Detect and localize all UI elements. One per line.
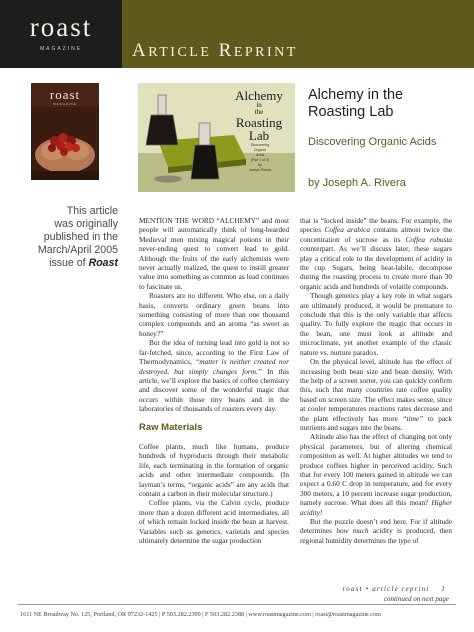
species-name: Coffea robusta (405, 234, 453, 244)
paragraph (139, 338, 289, 413)
hero-word: the (254, 108, 264, 116)
paragraph: Coffee plants, via the Calvin cycle, produce more than a dozen different acid intermediates, all of which remain locked inside the bean at harvest. Variables such as genetics, varietals and species ultimately determine the sugar production (139, 498, 289, 545)
paragraph-text: and most people will automatically think of long-bearded Medieval men mixing magical potions in their never-ending quest to convert lead to gold. Although the fruits of the early alchemists were never actually realized, the quest to instill greater value into something as common as lead continues to fascinate us. (139, 216, 289, 291)
hero-caption-line: Discovering (250, 143, 270, 147)
continued-note: continued on next page (383, 595, 449, 603)
quotation: “matter is neither created nor destroyed, but simply changes form.” (139, 357, 289, 376)
body-column-right (300, 216, 452, 545)
paragraph-text: On the physical level, altitude has the effect of increasing both bean size and bean density. With the help of a screen sorter, you can quickly confirm this, such that many countries rate coffee quality based on screen size. The effect makes sense, since at cooler temperatures reactions rates decrease and the plant effectively has more (300, 357, 452, 423)
footer-divider (18, 604, 456, 605)
paragraph (300, 517, 452, 545)
hero-caption-line: (Part 1 of 2) (250, 158, 270, 162)
note-line: March/April 2005 (37, 244, 118, 256)
paragraph-text: But the idea of turning lead into gold is not so far-fetched, since, according to the First Law of Thermodynamics, (139, 338, 289, 367)
hero-caption-line: Joseph Rivera (248, 168, 272, 172)
paragraph: Coffee plants, much like humans, produce hundreds of byproducts through their metabolic life, each terminating in the formation of organic acids and other intermediate compounds. (In layman’s terms, “organic acids” are any acids that contain a carbon in their molecular structure.) (139, 441, 289, 498)
cover-logo-subtitle: MAGAZINE (53, 102, 77, 106)
paragraph-text: that is “locked inside” the beans. For example, the species (300, 216, 452, 235)
note-magazine-name: Roast (88, 257, 118, 269)
paragraph (300, 357, 452, 432)
hero-word: Roasting (235, 115, 283, 130)
heading-word-article: RTICLE (148, 45, 212, 60)
paragraph-text: But the puzzle doesn’t end here. For if altitude determines (300, 517, 452, 536)
article-subtitle: Discovering Organic Acids (308, 136, 437, 148)
heading-initial-r: R (218, 40, 234, 61)
footer-tagline: roast • article reprint (342, 585, 430, 593)
paragraph-text: Altitude also has the effect of changing not only physical parameters, but of altering chemical composition as well. At higher altitudes we tend to produce coffees higher in perceived acidity. Such that for every 100 meters gained in altitude we can expect a 0.60 C drop in temperature, and for every 300 meters, a 10 percent increase sugar production, namely sucrose. What does all this mean? (300, 432, 452, 508)
note-line: issue of (49, 257, 86, 269)
note-line: published in the (43, 231, 118, 243)
article-title-line: Alchemy in the (308, 87, 404, 103)
paragraph-text: acidity is produced, then regional humidity determines the (300, 526, 452, 545)
magazine-cover-image (31, 83, 99, 180)
emphasis: how much (336, 526, 369, 536)
heading-initial-a: A (132, 40, 149, 61)
note-line: was originally (54, 218, 118, 230)
paragraph: Though genetics play a key role in what sugars are ultimately produced, it would be premature to conclude that this is the only variable that affects quality. To fully explore the magic that occurs in the bean, one must look at altitude and microclimate, yet another example of the classic nature vs. nurture paradox. (300, 291, 452, 357)
paragraph (300, 432, 452, 517)
hero-caption-line: by (258, 163, 262, 167)
paragraph: Roasters are no different. Who else, on a daily basis, converts ordinary green beans into something consisting of more than one thousand complex compounds and an aroma “as sweet as honey?” (139, 291, 289, 338)
body-column-left (139, 216, 289, 545)
hero-word: Lab (248, 128, 270, 143)
heading-word-reprint: EPRINT (233, 45, 298, 60)
emphasis: Higher acidity! (300, 498, 452, 517)
species-name: Coffea arabica (324, 225, 370, 235)
paragraph-text: to pack nutrients and sugars into the beans. (300, 413, 452, 432)
coffee-cherries-hands-illustration (31, 107, 99, 180)
paragraph-text: contains almost twice the concentration of sucrose as its (300, 225, 452, 244)
alchemy-lab-illustration (138, 83, 295, 192)
paragraph-text: counterpart. As we’ll discuss later, these sugars play a critical role to the development of acidity in the cup. Sugars, being heat-labile, decompose during the roasting process to create more than 30 organic acids and hundreds of volatile compounds. (300, 244, 452, 291)
hero-small-caption (238, 143, 282, 173)
article-title-line: Roasting Lab (308, 104, 394, 120)
original-publication-note (18, 205, 118, 270)
article-byline: by Joseph A. Rivera (308, 177, 406, 189)
contact-address-line: 1611 NE Broadway No. 125, Portland, OR 97232-1425 | P 503.282.2399 | F 503.282.2388 | www.roastmagazine.com | roast@roastmagazine.com (20, 611, 381, 618)
emphasis: type (398, 535, 411, 545)
page-number: 1 (441, 585, 446, 593)
paragraph-text: In this article, we’ll explore the basics of coffee chemistry and discover some of the wonderful magic that occurs within those tiny beans and in the laboratories of thousands of roasters every day. (139, 366, 289, 414)
note-line: This article (66, 205, 118, 217)
article-title (308, 87, 468, 121)
roast-logo: roast (29, 12, 93, 42)
lead-in: MENTION THE WORD “ALCHEMY” (139, 216, 260, 225)
emphasis: “time” (402, 413, 424, 423)
hero-caption-line: Acids (255, 153, 265, 157)
paragraph-text: of (410, 535, 419, 545)
article-reprint-heading (132, 40, 298, 62)
hero-word: Alchemy (235, 88, 283, 103)
section-heading: Raw Materials (139, 421, 203, 433)
hero-word: in (256, 101, 262, 109)
masthead-logo-block (0, 0, 122, 68)
paragraph (139, 216, 289, 291)
roast-logo-subtitle: MAGAZINE (39, 46, 83, 52)
hero-caption-line: Organic (253, 148, 267, 152)
running-footer (343, 585, 446, 593)
cover-logo: roast (49, 87, 81, 102)
hero-title-text (226, 89, 292, 142)
paragraph (300, 216, 452, 291)
